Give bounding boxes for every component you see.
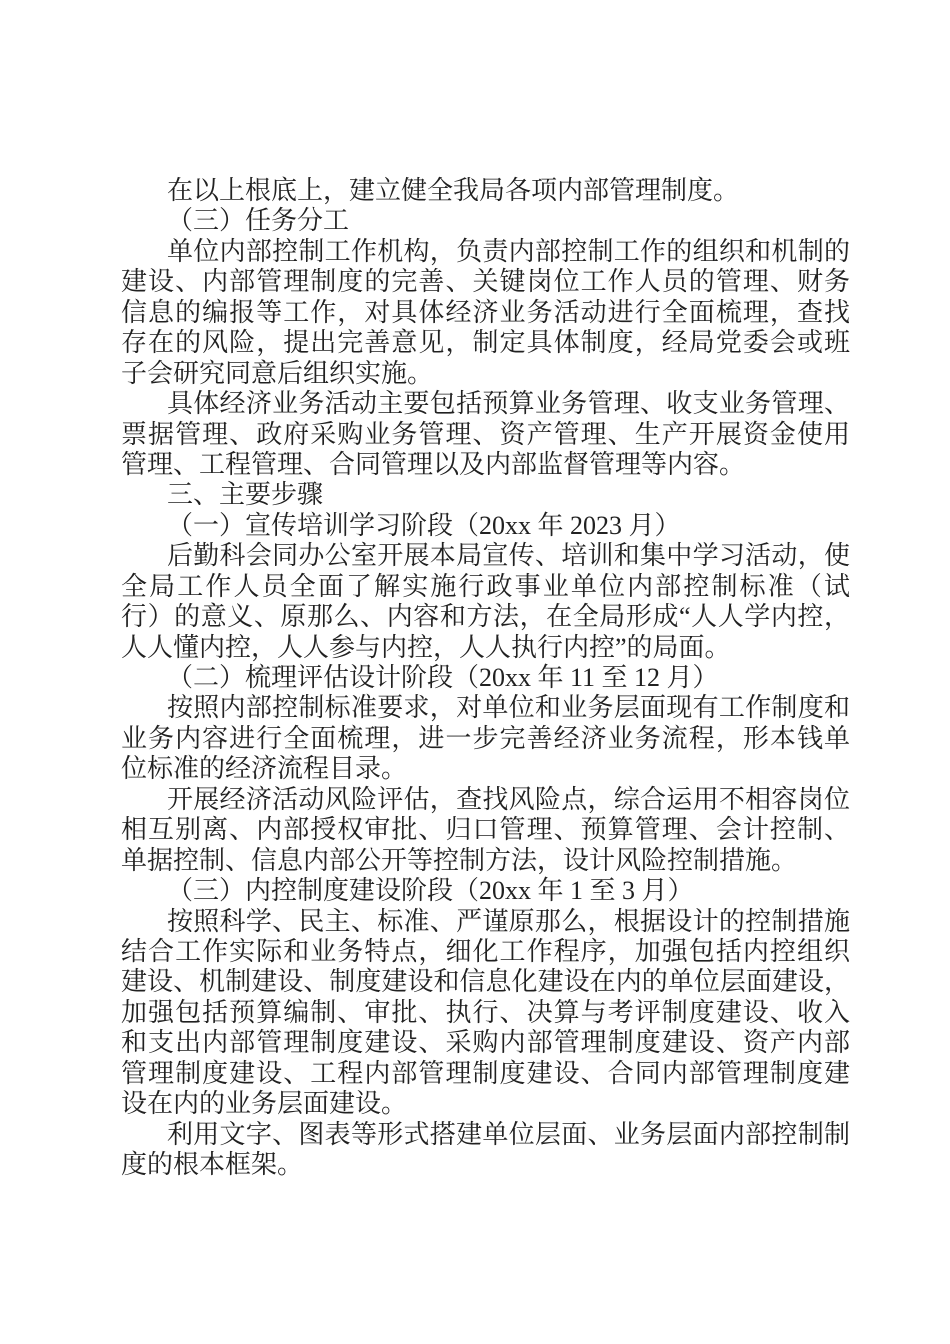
text-line: 在以上根底上，建立健全我局各项内部管理制度。 bbox=[167, 176, 740, 205]
text-line: 全局工作人员全面了解实施行政事业单位内部控制标准（试 bbox=[121, 571, 850, 601]
text-line: 利用文字、图表等形式搭建单位层面、业务层面内部控制制 bbox=[167, 1119, 850, 1149]
text-line: 后勤科会同办公室开展本局宣传、培训和集中学习活动，使 bbox=[167, 541, 850, 571]
text-line: 按照内部控制标准要求，对单位和业务层面现有工作制度和 bbox=[167, 693, 850, 723]
text-line: 建设、内部管理制度的完善、关键岗位工作人员的管理、财务 bbox=[121, 267, 850, 297]
text-line: 管理、工程管理、合同管理以及内部监督管理等内容。 bbox=[121, 449, 746, 479]
text-line: 建设、机制建设、制度建设和信息化建设在内的单位层面建设， bbox=[121, 967, 850, 997]
text-line: 加强包括预算编制、审批、执行、决算与考评制度建设、收入 bbox=[121, 997, 850, 1027]
text-line: 和支出内部管理制度建设、采购内部管理制度建设、资产内部 bbox=[121, 1028, 850, 1058]
text-line: 度的根本框架。 bbox=[121, 1150, 304, 1179]
text-line: 信息的编报等工作，对具体经济业务活动进行全面梳理，查找 bbox=[121, 297, 850, 327]
text-line: （一）宣传培训学习阶段（20xx 年 2023 月） bbox=[167, 510, 681, 540]
text-line: 存在的风险，提出完善意见，制定具体制度，经局党委会或班 bbox=[121, 328, 850, 358]
text-line: 行）的意义、原那么、内容和方法，在全局形成“人人学内控， bbox=[121, 602, 850, 632]
text-line: 票据管理、政府采购业务管理、资产管理、生产开展资金使用 bbox=[121, 419, 850, 449]
text-line: 相互别离、内部授权审批、归口管理、预算管理、会计控制、 bbox=[121, 815, 850, 845]
document-body bbox=[121, 176, 850, 1180]
text-line: （三）任务分工 bbox=[167, 206, 350, 236]
text-line: 业务内容进行全面梳理，进一步完善经济业务流程，形本钱单 bbox=[121, 723, 850, 753]
text-line: 开展经济活动风险评估，查找风险点，综合运用不相容岗位 bbox=[167, 784, 850, 814]
text-line: 设在内的业务层面建设。 bbox=[121, 1089, 408, 1119]
text-line: 管理制度建设、工程内部管理制度建设、合同内部管理制度建 bbox=[121, 1058, 850, 1088]
text-line: （三）内控制度建设阶段（20xx 年 1 至 3 月） bbox=[167, 876, 694, 906]
text-line: 单位内部控制工作机构，负责内部控制工作的组织和机制的 bbox=[167, 236, 850, 266]
text-line: 结合工作实际和业务特点，细化工作程序，加强包括内控组织 bbox=[121, 936, 850, 966]
text-line: 三、主要步骤 bbox=[167, 480, 324, 510]
text-line: 按照科学、民主、标准、严谨原那么，根据设计的控制措施 bbox=[167, 906, 850, 936]
text-line: 人人懂内控，人人参与内控，人人执行内控”的局面。 bbox=[121, 632, 731, 662]
text-line: 位标准的经济流程目录。 bbox=[121, 754, 408, 784]
text-line: （二）梳理评估设计阶段（20xx 年 11 至 12 月） bbox=[167, 663, 719, 692]
text-line: 子会研究同意后组织实施。 bbox=[121, 358, 434, 388]
text-line: 单据控制、信息内部公开等控制方法，设计风险控制措施。 bbox=[121, 845, 798, 875]
text-line: 具体经济业务活动主要包括预算业务管理、收支业务管理、 bbox=[167, 389, 850, 419]
